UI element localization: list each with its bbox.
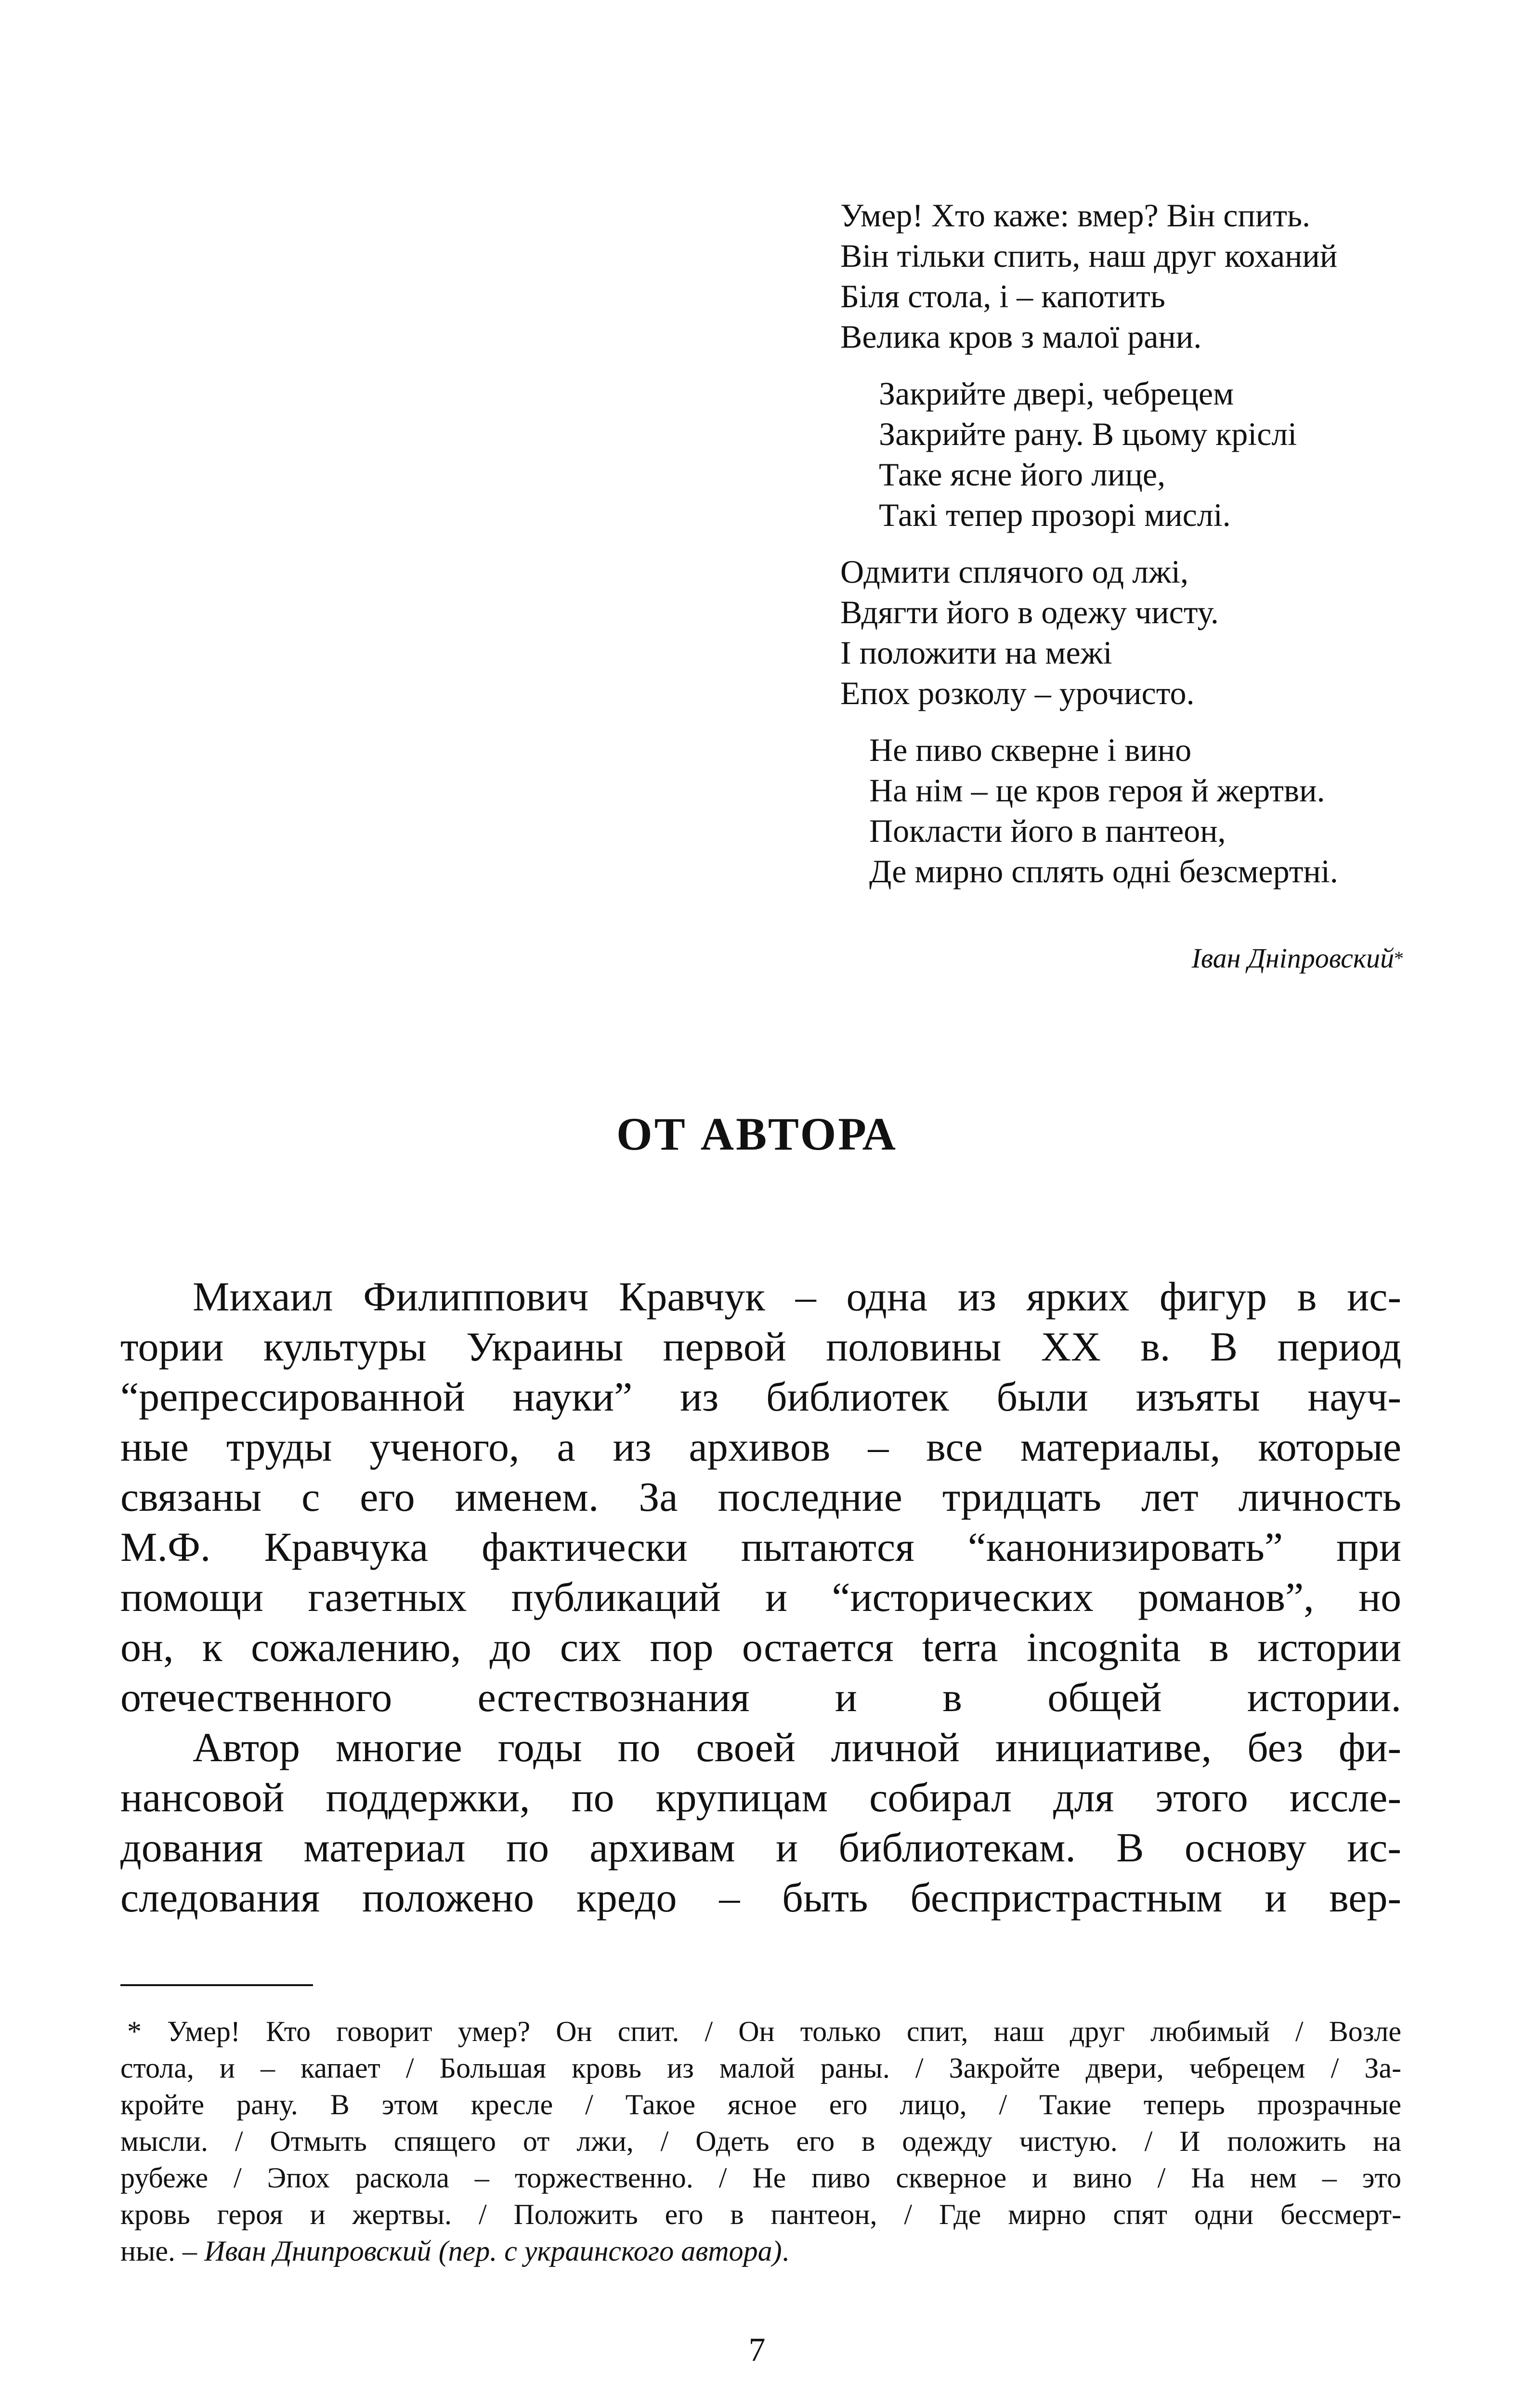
poem-stanza-1 <box>840 195 1423 357</box>
footnote-author: Иван Днипровский <box>204 2235 431 2267</box>
body-line: ные труды ученого, а из архивов – все материалы, которые <box>120 1424 1401 1470</box>
poem-stanza-2 <box>879 373 1423 535</box>
poem-author <box>840 942 1404 975</box>
poem-author-name: Іван Дніпровский <box>1191 942 1394 974</box>
poem-line: Біля стола, і – капотить <box>840 278 1165 314</box>
footnote-line: мысли. / Отмыть спящего от лжи, / Одеть его в одежду чистую. / И положить на <box>120 2125 1401 2157</box>
poem-line: Закрийте двері, чебрецем <box>879 375 1234 412</box>
footnote-last-end: . <box>782 2235 789 2267</box>
poem-line: Велика кров з малої рани. <box>840 318 1202 355</box>
footnote-divider <box>120 1984 313 1986</box>
body-line: помощи газетных публикаций и “исторических романов”, но <box>120 1574 1401 1620</box>
poem-line: Вдягти його в одежу чисту. <box>840 594 1219 630</box>
poem-line: Таке ясне його лице, <box>879 456 1166 493</box>
poem-line: На нім – це кров героя й жертви. <box>869 772 1325 809</box>
footnote-line: рубеже / Эпох раскола – торжественно. / Не пиво скверное и вино / На нем – это <box>120 2162 1401 2194</box>
body-line: связаны с его именем. За последние тридцать лет личность <box>120 1474 1401 1520</box>
footnote-line: кройте рану. В этом кресле / Такое ясное его лицо, / Такие теперь прозрачные <box>120 2089 1401 2120</box>
poem-line: Покласти його в пантеон, <box>869 812 1226 849</box>
footnote-last-line <box>120 2233 1401 2269</box>
poem-line: Де мирно сплять одні безсмертні. <box>869 853 1338 890</box>
body-line: Автор многие годы по своей личной инициативе, без фи- <box>193 1724 1401 1770</box>
poem-line: Одмити сплячого од лжі, <box>840 553 1188 590</box>
body-line: тории культуры Украины первой половины XX в. В период <box>120 1323 1401 1370</box>
body-line: отечественного естествознания и в общей истории. <box>120 1674 1401 1720</box>
footnote-line: * Умер! Кто говорит умер? Он спит. / Он только спит, наш друг любимый / Возле <box>127 2015 1401 2047</box>
body-line: нансовой поддержки, по крупицам собирал для этого иссле- <box>120 1774 1401 1820</box>
footnote <box>120 2013 1401 2269</box>
poem-stanza-4 <box>869 730 1423 891</box>
epigraph-poem <box>840 195 1423 908</box>
body-line: следования положено кредо – быть беспристрастным и вер- <box>120 1874 1401 1921</box>
poem-line: Він тільки спить, наш друг коханий <box>840 237 1338 274</box>
page-number: 7 <box>748 2331 766 2369</box>
body-line: М.Ф. Кравчука фактически пытаются “канонизировать” при <box>120 1524 1401 1570</box>
poem-line: Не пиво скверне і вино <box>869 732 1192 768</box>
footnote-translation-note: (пер. с украинского автора) <box>431 2235 782 2267</box>
footnote-last-prefix: ные. – <box>120 2235 205 2267</box>
poem-line: І положити на межі <box>840 634 1112 671</box>
body-line: Михаил Филиппович Кравчук – одна из ярких фигур в ис- <box>193 1273 1401 1320</box>
body-line: дования материал по архивам и библиотекам. В основу ис- <box>120 1824 1401 1871</box>
poem-stanza-3 <box>840 551 1423 713</box>
poem-line: Умер! Хто каже: вмер? Він спить. <box>840 197 1310 234</box>
poem-line: Такі тепер прозорі мислі. <box>879 497 1231 533</box>
section-heading: ОТ АВТОРА <box>616 1108 898 1160</box>
body-text <box>120 1271 1401 1923</box>
poem-line: Закрийте рану. В цьому кріслі <box>879 416 1297 452</box>
footnote-marker: * <box>1394 947 1404 969</box>
poem-line: Епох розколу – урочисто. <box>840 675 1195 711</box>
body-line: “репрессированной науки” из библиотек были изъяты науч- <box>120 1374 1401 1420</box>
footnote-line: стола, и – капает / Большая кровь из малой раны. / Закройте двери, чебрецем / За- <box>120 2052 1401 2084</box>
footnote-line: кровь героя и жертвы. / Положить его в пантеон, / Где мирно спят одни бессмерт- <box>120 2199 1401 2230</box>
body-line: он, к сожалению, до сих пор остается terra incognita в истории <box>120 1624 1401 1670</box>
